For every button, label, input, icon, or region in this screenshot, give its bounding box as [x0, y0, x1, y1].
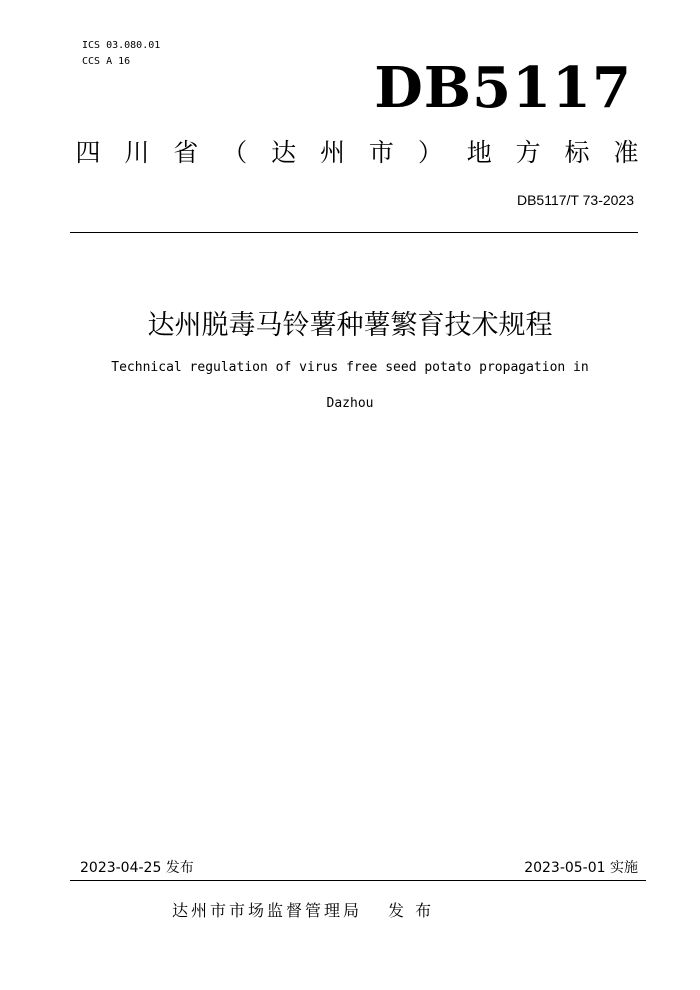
ccs-code: CCS A 16: [82, 56, 131, 67]
standard-number: DB5117/T 73-2023: [516, 192, 634, 208]
db-standard-code: DB5117: [374, 55, 632, 121]
standard-type-char: （: [222, 138, 248, 167]
standard-type-char: ）: [417, 138, 443, 167]
header-divider: [70, 232, 638, 233]
standard-type-char: 四: [75, 138, 101, 167]
document-title-chinese: 达州脱毒马铃薯种薯繁育技术规程: [147, 310, 553, 341]
issue-label: 发 布: [388, 901, 435, 920]
standard-type-char: 川: [124, 138, 150, 167]
standard-type-char: 省: [173, 138, 199, 167]
document-title-english-line1: Technical regulation of virus free seed potato propagation in: [111, 360, 589, 375]
document-title-english-line2: Dazhou: [326, 396, 374, 411]
standard-type-char: 方: [515, 138, 541, 167]
standard-type-char: 地: [466, 138, 492, 167]
issuer-name: 达州市市场监督管理局: [172, 901, 363, 920]
standard-type-char: 市: [368, 138, 394, 167]
footer-divider: [70, 880, 646, 881]
implementation-date: 2023-05-01 实施: [524, 860, 638, 876]
ics-code: ICS 03.080.01: [82, 40, 161, 51]
issue-date: 2023-04-25 发布: [80, 860, 194, 876]
standard-type-char: 准: [613, 138, 639, 167]
standard-type-heading: [74, 137, 640, 169]
standard-type-char: 标: [564, 138, 590, 167]
issuer-line: [172, 899, 434, 923]
standard-type-char: 达: [271, 138, 297, 167]
standard-type-char: 州: [320, 138, 346, 167]
